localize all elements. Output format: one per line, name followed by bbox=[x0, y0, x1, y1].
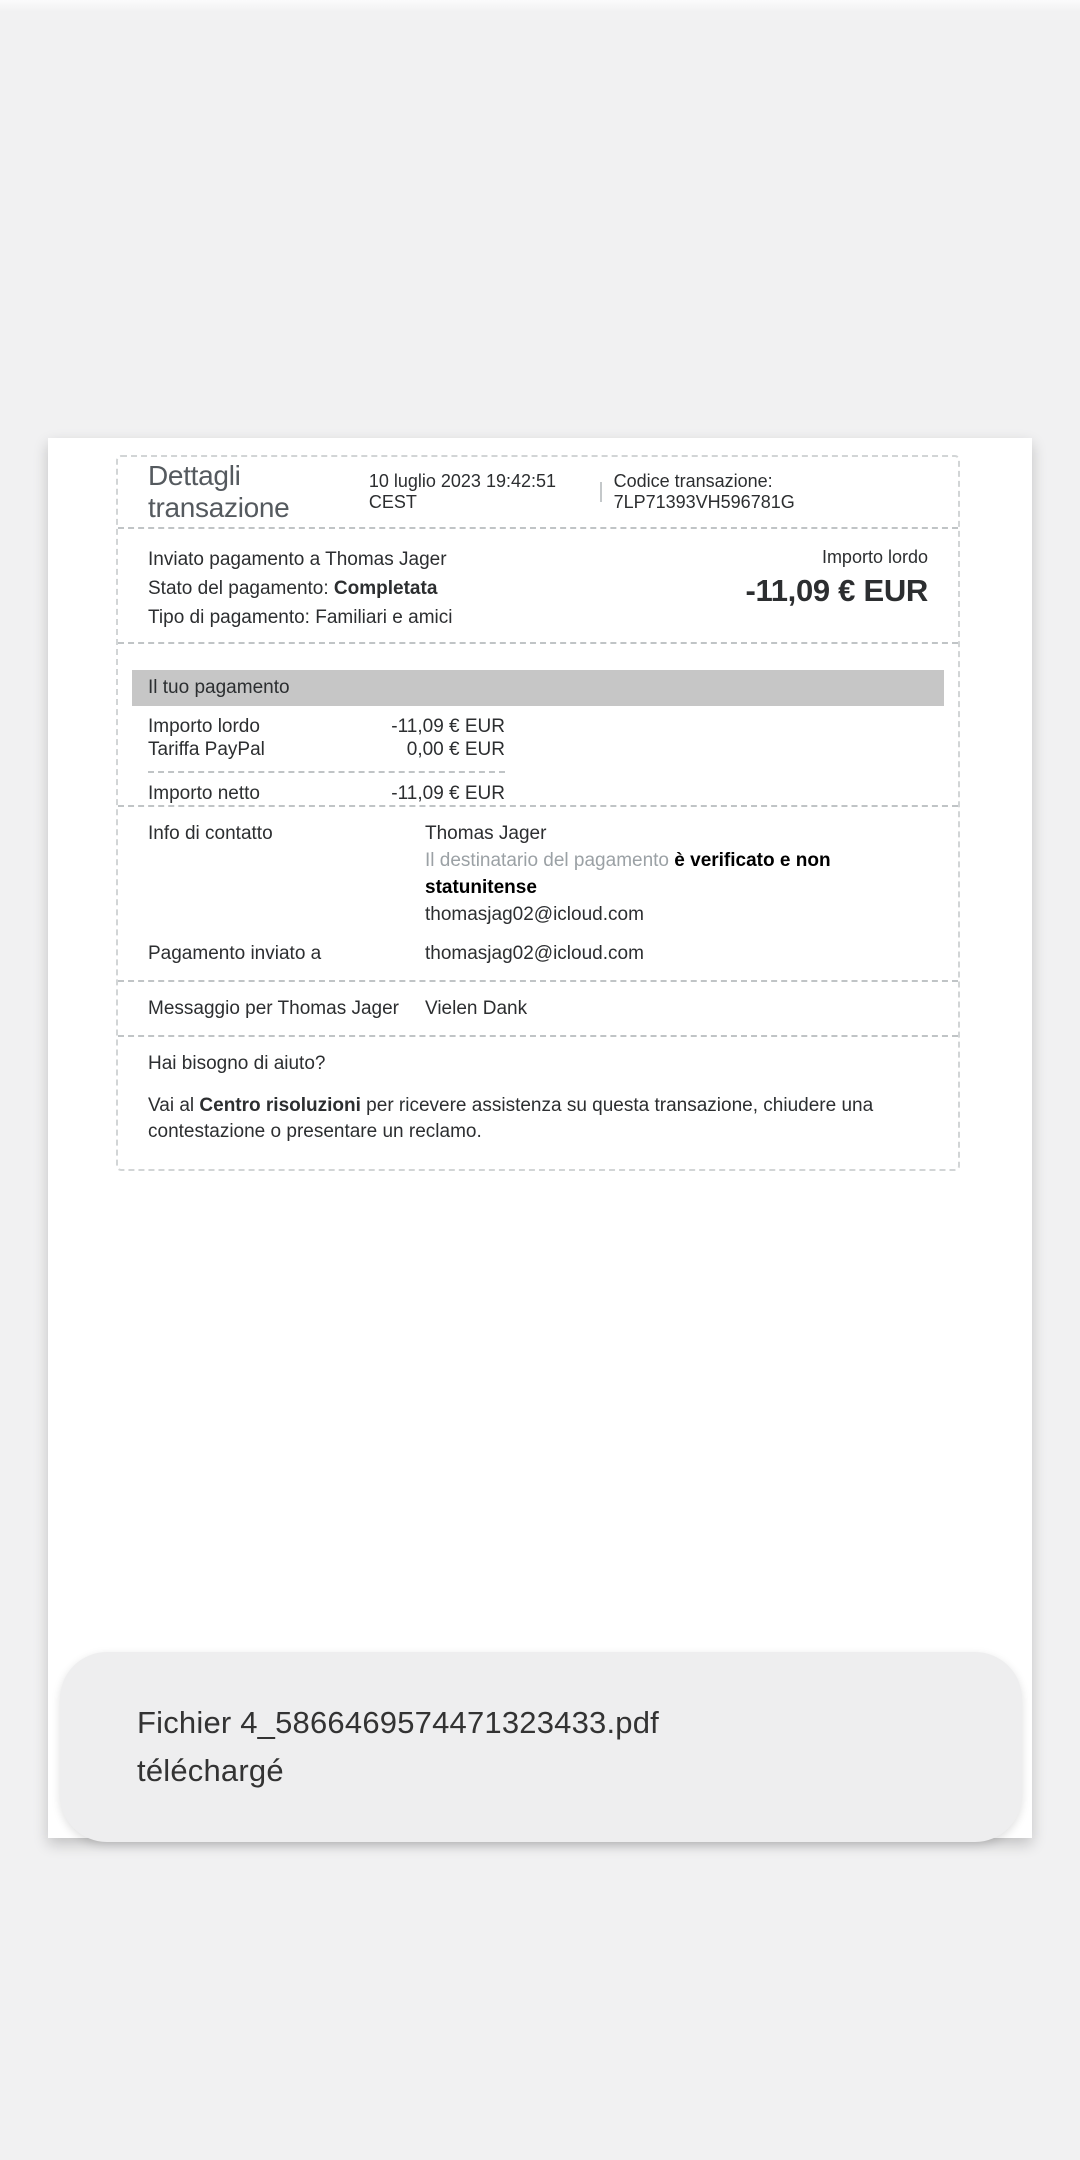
payment-summary-right bbox=[745, 545, 928, 632]
help-section bbox=[118, 1037, 958, 1169]
pdf-document-page[interactable] bbox=[48, 438, 1032, 1838]
payment-summary-left bbox=[148, 545, 452, 632]
row-value: -11,09 € EUR bbox=[391, 716, 505, 737]
contact-info-label: Info di contatto bbox=[148, 823, 273, 844]
table-row bbox=[148, 715, 928, 738]
payment-sent-to-row bbox=[118, 934, 958, 980]
table-row bbox=[148, 738, 928, 761]
section-header-your-payment bbox=[132, 670, 944, 706]
download-toast bbox=[60, 1652, 1022, 1842]
help-question: Hai bisogno di aiuto? bbox=[148, 1053, 326, 1074]
verification-status: è verificato e non statunitense bbox=[425, 850, 831, 898]
gross-amount-value: -11,09 € EUR bbox=[745, 573, 928, 608]
sent-to-line: Inviato pagamento a Thomas Jager bbox=[148, 549, 447, 570]
payment-sent-to-label: Pagamento inviato a bbox=[148, 943, 322, 964]
contact-info-value bbox=[425, 820, 928, 928]
row-label: Importo lordo bbox=[148, 716, 260, 737]
separator bbox=[118, 642, 958, 644]
row-value: -11,09 € EUR bbox=[391, 783, 505, 804]
status-label: Stato del pagamento: bbox=[148, 578, 334, 599]
message-label: Messaggio per Thomas Jager bbox=[148, 998, 399, 1019]
recipient-email: thomasjag02@icloud.com bbox=[425, 904, 644, 925]
payment-type-line: Tipo di pagamento: Familiari e amici bbox=[148, 607, 453, 628]
help-text bbox=[148, 1093, 928, 1145]
contact-info-row bbox=[118, 807, 958, 934]
table-row-net bbox=[148, 782, 928, 805]
top-edge-highlight bbox=[0, 0, 1080, 12]
separator-half bbox=[148, 771, 505, 773]
payment-summary bbox=[118, 529, 958, 642]
row-label: Importo netto bbox=[148, 783, 260, 804]
message-row bbox=[118, 982, 958, 1035]
help-text-before: Vai al bbox=[148, 1095, 200, 1116]
status-value: Completata bbox=[333, 578, 438, 599]
section-header-label: Il tuo pagamento bbox=[148, 677, 290, 698]
gross-amount-label: Importo lordo bbox=[821, 547, 928, 567]
page-title: Dettagli transazione bbox=[148, 460, 290, 523]
recipient-name: Thomas Jager bbox=[425, 823, 547, 844]
transaction-meta bbox=[369, 471, 928, 513]
transaction-code: Codice transazione: 7LP71393VH596781G bbox=[613, 471, 795, 512]
payment-breakdown-table bbox=[118, 706, 958, 805]
meta-divider bbox=[600, 482, 602, 502]
download-toast-message: Fichier 4_5866469574471323433.pdf téléchargé bbox=[137, 1705, 659, 1788]
help-text-after: per ricevere assistenza su questa transazione, chiudere una contestazione o presentare un reclamo. bbox=[148, 1095, 874, 1142]
payment-sent-to-value: thomasjag02@icloud.com bbox=[425, 943, 644, 964]
card-header bbox=[118, 457, 958, 529]
recipient-verification-line bbox=[425, 847, 928, 901]
status-line bbox=[148, 574, 452, 603]
row-value: 0,00 € EUR bbox=[406, 739, 505, 760]
transaction-datetime: 10 luglio 2023 19:42:51 CEST bbox=[368, 471, 557, 512]
row-label: Tariffa PayPal bbox=[148, 739, 265, 760]
transaction-details-card bbox=[116, 455, 960, 1171]
resolution-center-link: Centro risoluzioni bbox=[199, 1095, 361, 1116]
message-value: Vielen Dank bbox=[425, 998, 528, 1019]
verification-prefix: Il destinatario del pagamento bbox=[425, 850, 675, 871]
